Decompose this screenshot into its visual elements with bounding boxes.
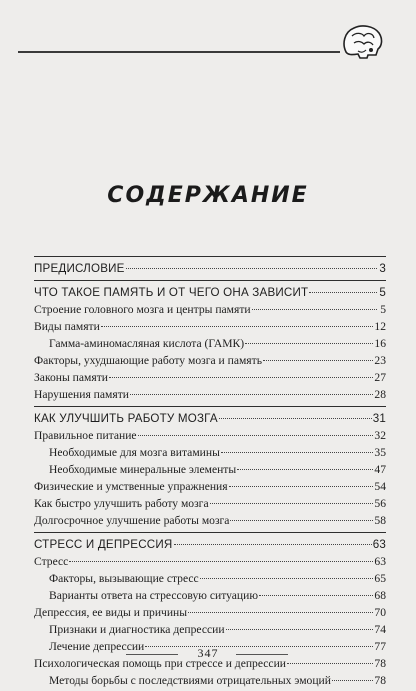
toc-entry-label: Лечение депрессии	[49, 640, 145, 653]
toc-entry-label: Законы памяти	[34, 371, 108, 384]
toc-entry-page: 70	[374, 606, 386, 619]
toc-entry	[34, 512, 386, 529]
toc-entry-label: Факторы, ухудшающие работу мозга и память	[34, 354, 262, 367]
toc-entry-label: Как быстро улучшить работу мозга	[34, 497, 209, 510]
toc-entry-page: 63	[372, 538, 386, 551]
toc-leader-dots	[130, 394, 373, 395]
toc-entry-label: Необходимые для мозга витамины	[49, 446, 220, 459]
toc-leader-dots	[210, 503, 374, 504]
toc-leader-dots	[200, 578, 374, 579]
toc-leader-dots	[226, 629, 374, 630]
toc-entry	[34, 495, 386, 512]
toc-entry	[34, 553, 386, 570]
toc-entry-page: 78	[374, 674, 386, 687]
toc-chapter-entry	[34, 260, 386, 277]
toc-entry-page: 78	[374, 657, 386, 670]
toc-leader-dots	[101, 326, 374, 327]
toc-leader-dots	[309, 292, 377, 293]
toc-entry-page: 32	[374, 429, 386, 442]
toc-entry	[34, 427, 386, 444]
toc-entry	[34, 444, 386, 461]
toc-entry-page: 54	[374, 480, 386, 493]
toc-entry-page: 63	[374, 555, 386, 568]
toc-leader-dots	[219, 418, 372, 419]
toc-chapter-entry	[34, 536, 386, 553]
toc-entry-label: Долгосрочное улучшение работы мозга	[34, 514, 230, 527]
toc-entry-page: 56	[374, 497, 386, 510]
toc-leader-dots	[252, 309, 377, 310]
toc-entry-label: КАК УЛУЧШИТЬ РАБОТУ МОЗГА	[34, 412, 218, 425]
toc-entry	[34, 478, 386, 495]
toc-entry-label: Строение головного мозга и центры памяти	[34, 303, 251, 316]
toc-entry-page: 74	[374, 623, 386, 636]
toc-entry-label: СТРЕСС И ДЕПРЕССИЯ	[34, 538, 173, 551]
toc-entry-page: 27	[374, 371, 386, 384]
toc-entry-page: 23	[374, 354, 386, 367]
toc-entry-label: Факторы, вызывающие стресс	[49, 572, 199, 585]
toc-entry	[34, 318, 386, 335]
toc-entry-label: Депрессия, ее виды и причины	[34, 606, 188, 619]
toc-leader-dots	[245, 343, 373, 344]
toc-entry	[34, 369, 386, 386]
toc-section	[34, 256, 386, 279]
toc-entry-page: 5	[379, 286, 386, 299]
toc-entry-label: Виды памяти	[34, 320, 100, 333]
toc-leader-dots	[126, 268, 377, 269]
toc-leader-dots	[237, 469, 373, 470]
table-of-contents	[34, 256, 386, 691]
toc-leader-dots	[230, 520, 373, 521]
toc-leader-dots	[109, 377, 373, 378]
toc-entry	[34, 570, 386, 587]
toc-entry-page: 12	[374, 320, 386, 333]
toc-leader-dots	[263, 360, 373, 361]
toc-entry-label: Гамма-аминомасляная кислота (ГАМК)	[49, 337, 245, 350]
toc-section	[34, 532, 386, 691]
toc-entry	[34, 621, 386, 638]
toc-entry-page: 47	[374, 463, 386, 476]
toc-entry	[34, 604, 386, 621]
header-rule	[18, 51, 340, 53]
toc-leader-dots	[332, 680, 373, 681]
toc-chapter-entry	[34, 410, 386, 427]
toc-leader-dots	[229, 486, 374, 487]
toc-entry-page: 28	[374, 388, 386, 401]
toc-entry-label: Признаки и диагностика депрессии	[49, 623, 225, 636]
toc-entry	[34, 461, 386, 478]
toc-entry-label: Стресс	[34, 555, 69, 568]
toc-entry-page: 65	[374, 572, 386, 585]
toc-leader-dots	[69, 561, 373, 562]
toc-entry	[34, 587, 386, 604]
toc-entry-page: 31	[372, 412, 386, 425]
toc-entry-page: 16	[374, 337, 386, 350]
toc-leader-dots	[221, 452, 374, 453]
toc-entry-label: Варианты ответа на стрессовую ситуацию	[49, 589, 258, 602]
toc-entry-page: 3	[379, 262, 386, 275]
toc-entry-label: ПРЕДИСЛОВИЕ	[34, 262, 125, 275]
page-number-rule-right	[236, 654, 288, 655]
toc-entry	[34, 386, 386, 403]
toc-entry-label: Правильное питание	[34, 429, 137, 442]
page-title: СОДЕРЖАНИЕ	[107, 183, 309, 208]
toc-entry-label: Физические и умственные упражнения	[34, 480, 228, 493]
toc-entry-label: Психологическая помощь при стрессе и депрессии	[34, 657, 286, 670]
toc-leader-dots	[287, 663, 373, 664]
toc-section	[34, 406, 386, 531]
toc-leader-dots	[138, 435, 374, 436]
toc-entry-page: 58	[374, 514, 386, 527]
toc-entry-label: Нарушения памяти	[34, 388, 129, 401]
toc-entry	[34, 672, 386, 689]
toc-entry-page: 68	[374, 589, 386, 602]
toc-section	[34, 280, 386, 405]
toc-entry	[34, 301, 386, 318]
toc-leader-dots	[188, 612, 373, 613]
toc-entry-label: Необходимые минеральные элементы	[49, 463, 237, 476]
toc-leader-dots	[174, 544, 372, 545]
toc-leader-dots	[259, 595, 373, 596]
toc-entry	[34, 352, 386, 369]
toc-entry-page: 35	[374, 446, 386, 459]
toc-entry	[34, 335, 386, 352]
toc-chapter-entry	[34, 284, 386, 301]
head-logo-icon	[340, 22, 386, 62]
toc-entry-label: Методы борьбы с последствиями отрицательных эмоций	[49, 674, 331, 687]
page-number: 347	[197, 646, 219, 660]
toc-entry-label: ЧТО ТАКОЕ ПАМЯТЬ И ОТ ЧЕГО ОНА ЗАВИСИТ	[34, 286, 309, 299]
toc-entry-page: 77	[374, 640, 386, 653]
toc-entry-page: 5	[380, 303, 386, 316]
